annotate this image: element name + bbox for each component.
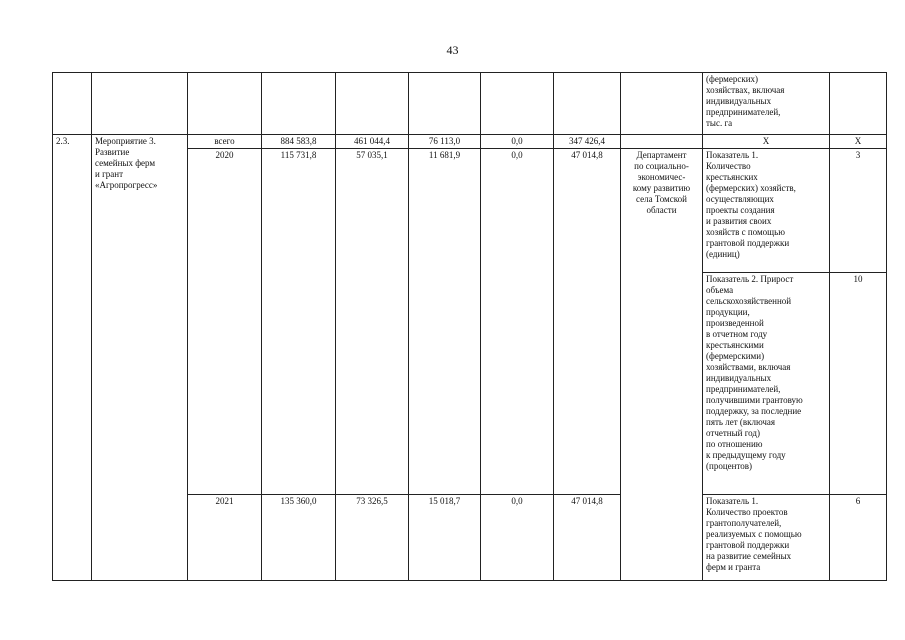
year-total: всего [188, 135, 262, 149]
cell-executor-empty [621, 73, 703, 135]
cell-value-empty [830, 73, 887, 135]
cell-num-empty [53, 73, 92, 135]
row-total [53, 135, 887, 149]
total-v2: 461 044,4 [336, 135, 409, 149]
total-v3: 76 113,0 [409, 135, 481, 149]
y2021-v2: 73 326,5 [336, 495, 409, 581]
total-v5: 347 426,4 [554, 135, 621, 149]
y2021-v5: 47 014,8 [554, 495, 621, 581]
y2020-v1: 115 731,8 [262, 149, 336, 495]
cell-v2-empty [336, 73, 409, 135]
y2020-v3: 11 681,9 [409, 149, 481, 495]
y2020-v4: 0,0 [481, 149, 554, 495]
indicator-2: Показатель 2. Прирост объема сельскохозяйственной продукции, произведенной в отчетном году крестьянскими (фермерскими) хозяйствами, включая индивидуальных предпринимателей, получившими грантовую поддержку, за последние пять лет (включая отчетный год) по отношению к предыдущему году (процентов) [703, 273, 830, 495]
indicator-2-value: 10 [830, 273, 887, 495]
measure-number: 2.3. [53, 135, 92, 581]
y2021-v3: 15 018,7 [409, 495, 481, 581]
indicator-1-value: 3 [830, 149, 887, 273]
total-indicator: Х [703, 135, 830, 149]
y2021-v1: 135 360,0 [262, 495, 336, 581]
indicator-continuation: (фермерских) хозяйствах, включая индивидуальных предпринимателей, тыс. га [703, 73, 830, 135]
y2021-v4: 0,0 [481, 495, 554, 581]
y2020-v5: 47 014,8 [554, 149, 621, 495]
cell-v3-empty [409, 73, 481, 135]
year-2021: 2021 [188, 495, 262, 581]
measure-name: Мероприятие 3. Развитие семейных ферм и грант «Агропрогресс» [92, 135, 188, 581]
year-2020: 2020 [188, 149, 262, 495]
indicator-1: Показатель 1. Количество крестьянских (фермерских) хозяйств, осуществляющих проекты создания и развития своих хозяйств с помощью грантовой поддержки (единиц) [703, 149, 830, 273]
y2020-v2: 57 035,1 [336, 149, 409, 495]
indicator-3-value: 6 [830, 495, 887, 581]
cell-year-empty [188, 73, 262, 135]
cell-v4-empty [481, 73, 554, 135]
total-v1: 884 583,8 [262, 135, 336, 149]
program-table [52, 72, 887, 581]
cell-v5-empty [554, 73, 621, 135]
total-v4: 0,0 [481, 135, 554, 149]
cell-name-empty [92, 73, 188, 135]
executor: Департамент по социально- экономичес- кому развитию села Томской области [621, 149, 703, 581]
cell-v1-empty [262, 73, 336, 135]
indicator-3: Показатель 1. Количество проектов грантополучателей, реализуемых с помощью грантовой поддержки на развитие семейных ферм и гранта [703, 495, 830, 581]
page-number: 43 [446, 43, 459, 57]
continuation-row [53, 73, 887, 135]
total-value: Х [830, 135, 887, 149]
total-executor-empty [621, 135, 703, 149]
